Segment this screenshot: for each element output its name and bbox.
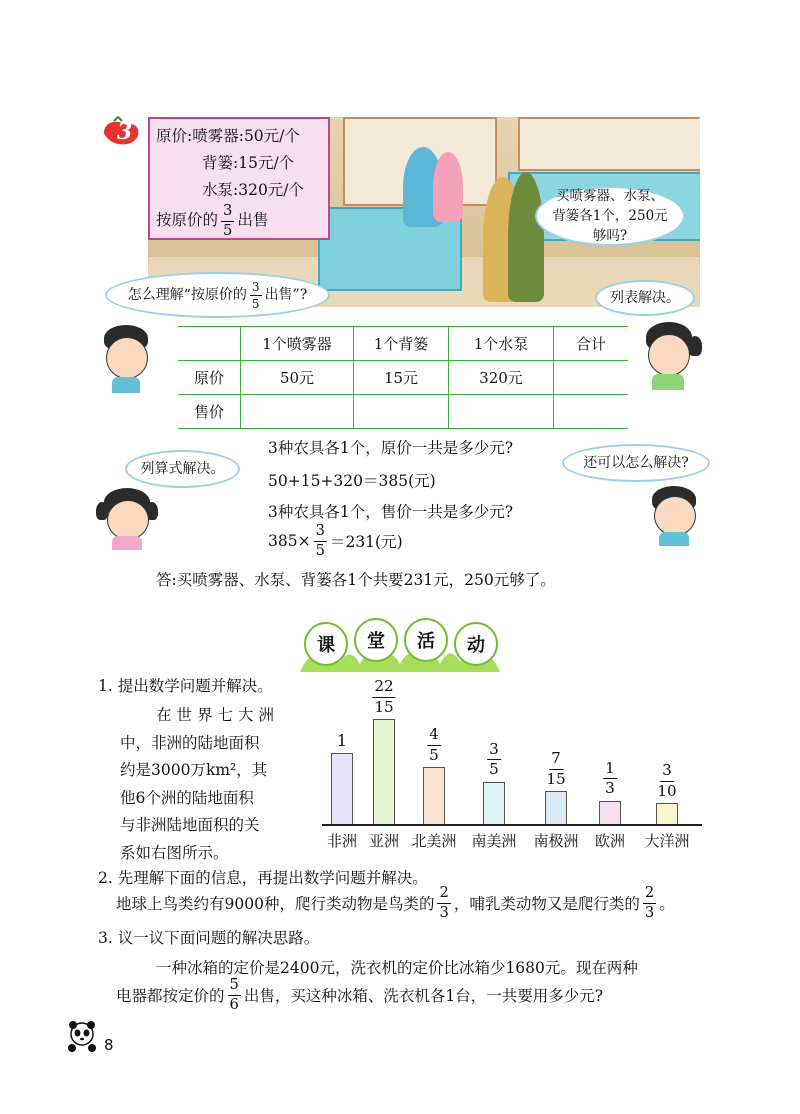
bar-value-label: $\frac{4}{5}$ <box>429 725 439 764</box>
bar-value-label: 1 <box>336 731 348 750</box>
bar-大洋洲 <box>656 803 678 825</box>
shopkeeper <box>433 152 463 222</box>
table-header: 1个喷雾器 <box>241 327 354 361</box>
boy-character <box>98 325 154 395</box>
category-label: 南极洲 <box>533 832 579 850</box>
table-row-label: 原价 <box>178 361 241 395</box>
category-label: 大洋洲 <box>644 832 690 850</box>
table-cell: 50元 <box>241 361 354 395</box>
answer-text: 答:买喷雾器、水泵、背篓各1个共要231元，250元够了。 <box>156 571 556 589</box>
category-label: 南美洲 <box>471 832 517 850</box>
page-number: 8 <box>104 1036 114 1054</box>
problem-text: 电器都按定价的 $\frac{5}{6}$ 出售，买这种冰箱、洗衣机各1台，一共要用多少元? <box>116 976 604 1013</box>
customer <box>508 172 544 302</box>
activity-char: 活 <box>404 618 448 662</box>
girl-character <box>96 488 158 552</box>
example-number: 3 <box>117 119 133 145</box>
table-row-label: 售价 <box>178 395 241 429</box>
girl-character <box>640 322 702 392</box>
x-labels <box>322 830 702 854</box>
panda-icon <box>66 1020 98 1054</box>
bar-value-label: $\frac{3}{5}$ <box>489 739 499 778</box>
fraction: $\frac{2}{3}$ <box>439 884 449 921</box>
price-line: 原价:喷雾器:50元/个 <box>156 127 300 145</box>
table-cell <box>354 395 449 429</box>
price-line: 按原价的 $\frac{3}{5}$ 出售 <box>156 202 269 239</box>
table-header: 1个背篓 <box>354 327 449 361</box>
fraction: $\frac{3}{5}$ <box>251 279 260 311</box>
problem-title: 2. 先理解下面的信息，再提出数学问题并解决。 <box>98 869 428 887</box>
price-line: 背篓:15元/个 <box>202 154 295 172</box>
fraction: $\frac{5}{6}$ <box>229 976 239 1013</box>
bar-南极洲 <box>545 791 567 825</box>
example-badge <box>100 115 144 149</box>
speech-bubble: 列表解决。 <box>595 280 695 316</box>
continent-area-chart <box>322 677 702 860</box>
price-table <box>178 326 628 429</box>
bar-南美洲 <box>483 782 505 825</box>
price-info-box <box>148 117 330 240</box>
calculation: 385× $\frac{3}{5}$ ＝231(元) <box>268 522 403 559</box>
x-axis <box>322 824 702 826</box>
fraction: $\frac{3}{5}$ <box>223 202 233 239</box>
boy-character <box>648 486 700 548</box>
speech-bubble: 列算式解决。 <box>125 450 240 488</box>
activity-char: 堂 <box>354 618 398 662</box>
question-text: 3种农具各1个，售价一共是多少元? <box>268 503 514 521</box>
bar-非洲 <box>331 753 353 825</box>
price-line: 水泵:320元/个 <box>202 181 305 199</box>
table-header: 1个水泵 <box>449 327 554 361</box>
problem-title: 1. 提出数学问题并解决。 <box>98 677 273 695</box>
problem-text: 一种冰箱的定价是2400元，洗衣机的定价比冰箱少1680元。现在两种 <box>156 959 638 977</box>
table-row <box>178 395 628 429</box>
speech-bubble: 还可以怎么解决? <box>562 444 710 482</box>
bar-欧洲 <box>599 801 621 825</box>
bar-value-label: $\frac{22}{15}$ <box>374 677 394 716</box>
table-cell <box>554 361 629 395</box>
activity-char: 课 <box>304 622 348 666</box>
table-header: 合计 <box>554 327 629 361</box>
category-label: 欧洲 <box>594 832 626 850</box>
table-header-row <box>178 327 628 361</box>
speech-bubble: 买喷雾器、水泵、背篓各1个，250元够吗? <box>535 186 685 246</box>
problem-text: 地球上鸟类约有9000种，爬行类动物是鸟类的 $\frac{2}{3}$ ，哺乳类动物又是爬行类的 $\frac{2}{3}$ 。 <box>116 884 675 921</box>
calculation: 50+15+320＝385(元) <box>268 472 436 490</box>
shelf <box>518 117 700 171</box>
category-label: 北美洲 <box>411 832 457 850</box>
bar-value-label: $\frac{3}{10}$ <box>657 761 677 800</box>
table-cell <box>554 395 629 429</box>
bar-value-label: $\frac{7}{15}$ <box>546 749 566 788</box>
plot-area <box>322 677 702 825</box>
table-cell <box>449 395 554 429</box>
activity-banner <box>300 618 500 672</box>
category-label: 亚洲 <box>368 832 400 850</box>
table-cell: 15元 <box>354 361 449 395</box>
fraction: $\frac{2}{3}$ <box>644 884 655 921</box>
activity-char: 动 <box>454 622 498 666</box>
bar-value-label: $\frac{1}{3}$ <box>605 759 615 798</box>
table-row <box>178 361 628 395</box>
question-text: 3种农具各1个，原价一共是多少元? <box>268 439 514 457</box>
problem-text: 在世界七大洲 中，非洲的陆地面积 约是3000万km²，其 他6个洲的陆地面积 与非洲陆地面积的关 系如右图所示。 <box>120 706 280 862</box>
table-cell: 320元 <box>449 361 554 395</box>
bar-北美洲 <box>423 767 445 825</box>
table-cell <box>178 327 241 361</box>
problem-title: 3. 议一议下面问题的解决思路。 <box>98 929 320 947</box>
speech-bubble: 怎么理解“按原价的 $\frac{3}{5}$ 出售”? <box>105 272 330 318</box>
fraction: $\frac{3}{5}$ <box>315 522 325 559</box>
table-cell <box>241 395 354 429</box>
category-label: 非洲 <box>326 832 358 850</box>
bar-亚洲 <box>373 719 395 825</box>
